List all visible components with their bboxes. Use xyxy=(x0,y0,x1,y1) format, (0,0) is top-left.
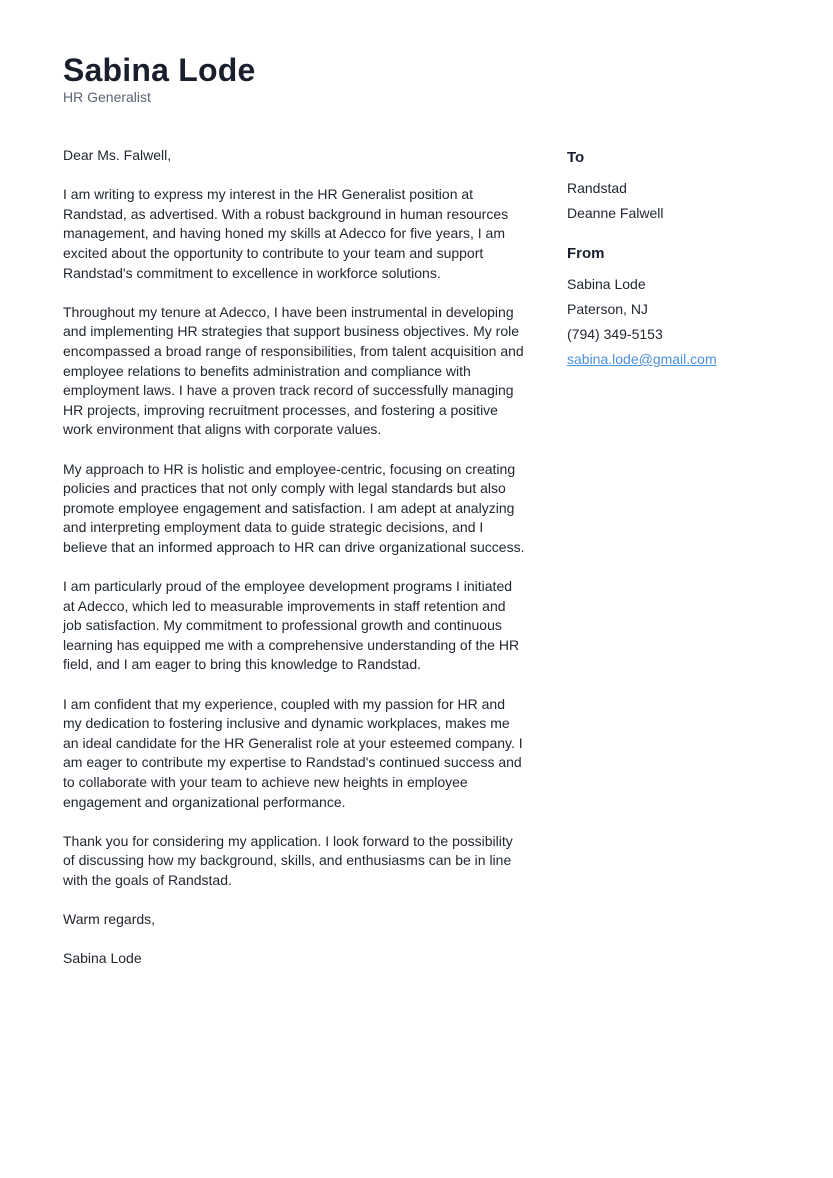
sender-location: Paterson, NJ xyxy=(567,301,648,317)
contact-sidebar xyxy=(567,148,787,390)
signature: Sabina Lode xyxy=(63,950,142,967)
to-section xyxy=(567,148,787,226)
sender-name: Sabina Lode xyxy=(567,276,646,292)
sender-job-title: HR Generalist xyxy=(63,89,151,105)
paragraph-4: I am particularly proud of the employee development programs I initiated at Adecco, which led to measurable improvements in staff retention and job satisfaction. My commitment to professional growth and continuous learning has equipped me with a comprehensive understanding of the HR field, and I am eager to bring this knowledge to Randstad. xyxy=(63,578,520,673)
recipient-company: Randstad xyxy=(567,180,627,196)
from-heading: From xyxy=(567,245,605,262)
recipient-name: Deanne Falwell xyxy=(567,205,664,221)
to-heading: To xyxy=(567,149,585,166)
salutation: Dear Ms. Falwell, xyxy=(63,147,172,163)
paragraph-6: Thank you for considering my application. I look forward to the possibility of discussing how my background, skills, and enthusiasms can be in line with the goals of Randstad. xyxy=(63,832,513,888)
letter-header xyxy=(63,50,255,106)
letter-body xyxy=(63,146,525,989)
paragraph-3: My approach to HR is holistic and employee-centric, focusing on creating policies and practices that not only comply with legal standards but also promote employee engagement and satisfaction. I am adept at analyzing and interpreting employment data to guide strategic decisions, and I believe that an informed approach to HR can drive organizational success. xyxy=(63,460,525,555)
from-section xyxy=(567,244,787,372)
closing: Warm regards, xyxy=(63,911,156,928)
sender-email-link[interactable]: sabina.lode@gmail.com xyxy=(567,351,717,367)
paragraph-1: I am writing to express my interest in the HR Generalist position at Randstad, as advertised. With a robust background in human resources management, and having honed my skills at Adecco for five years, I am excited about the opportunity to contribute to your team and support Randstad's commitment to excellence in workforce solutions. xyxy=(63,186,509,281)
sender-name-title: Sabina Lode xyxy=(63,52,256,88)
paragraph-2: Throughout my tenure at Adecco, I have been instrumental in developing and implementing HR strategies that support business objectives. My role encompassed a broad range of responsibilities, from talent acquisition and employee relations to benefits administration and compliance with employment laws. I have a proven track record of successfully managing HR projects, improving recruitment processes, and fostering a positive work environment that aligns with corporate values. xyxy=(63,303,524,438)
sender-phone: (794) 349-5153 xyxy=(567,326,663,342)
paragraph-5: I am confident that my experience, coupled with my passion for HR and my dedication to fostering inclusive and dynamic workplaces, makes me an ideal candidate for the HR Generalist role at your esteemed company. I am eager to contribute my expertise to Randstad's continued success and to collaborate with your team to achieve new heights in employee engagement and organizational performance. xyxy=(63,695,523,810)
